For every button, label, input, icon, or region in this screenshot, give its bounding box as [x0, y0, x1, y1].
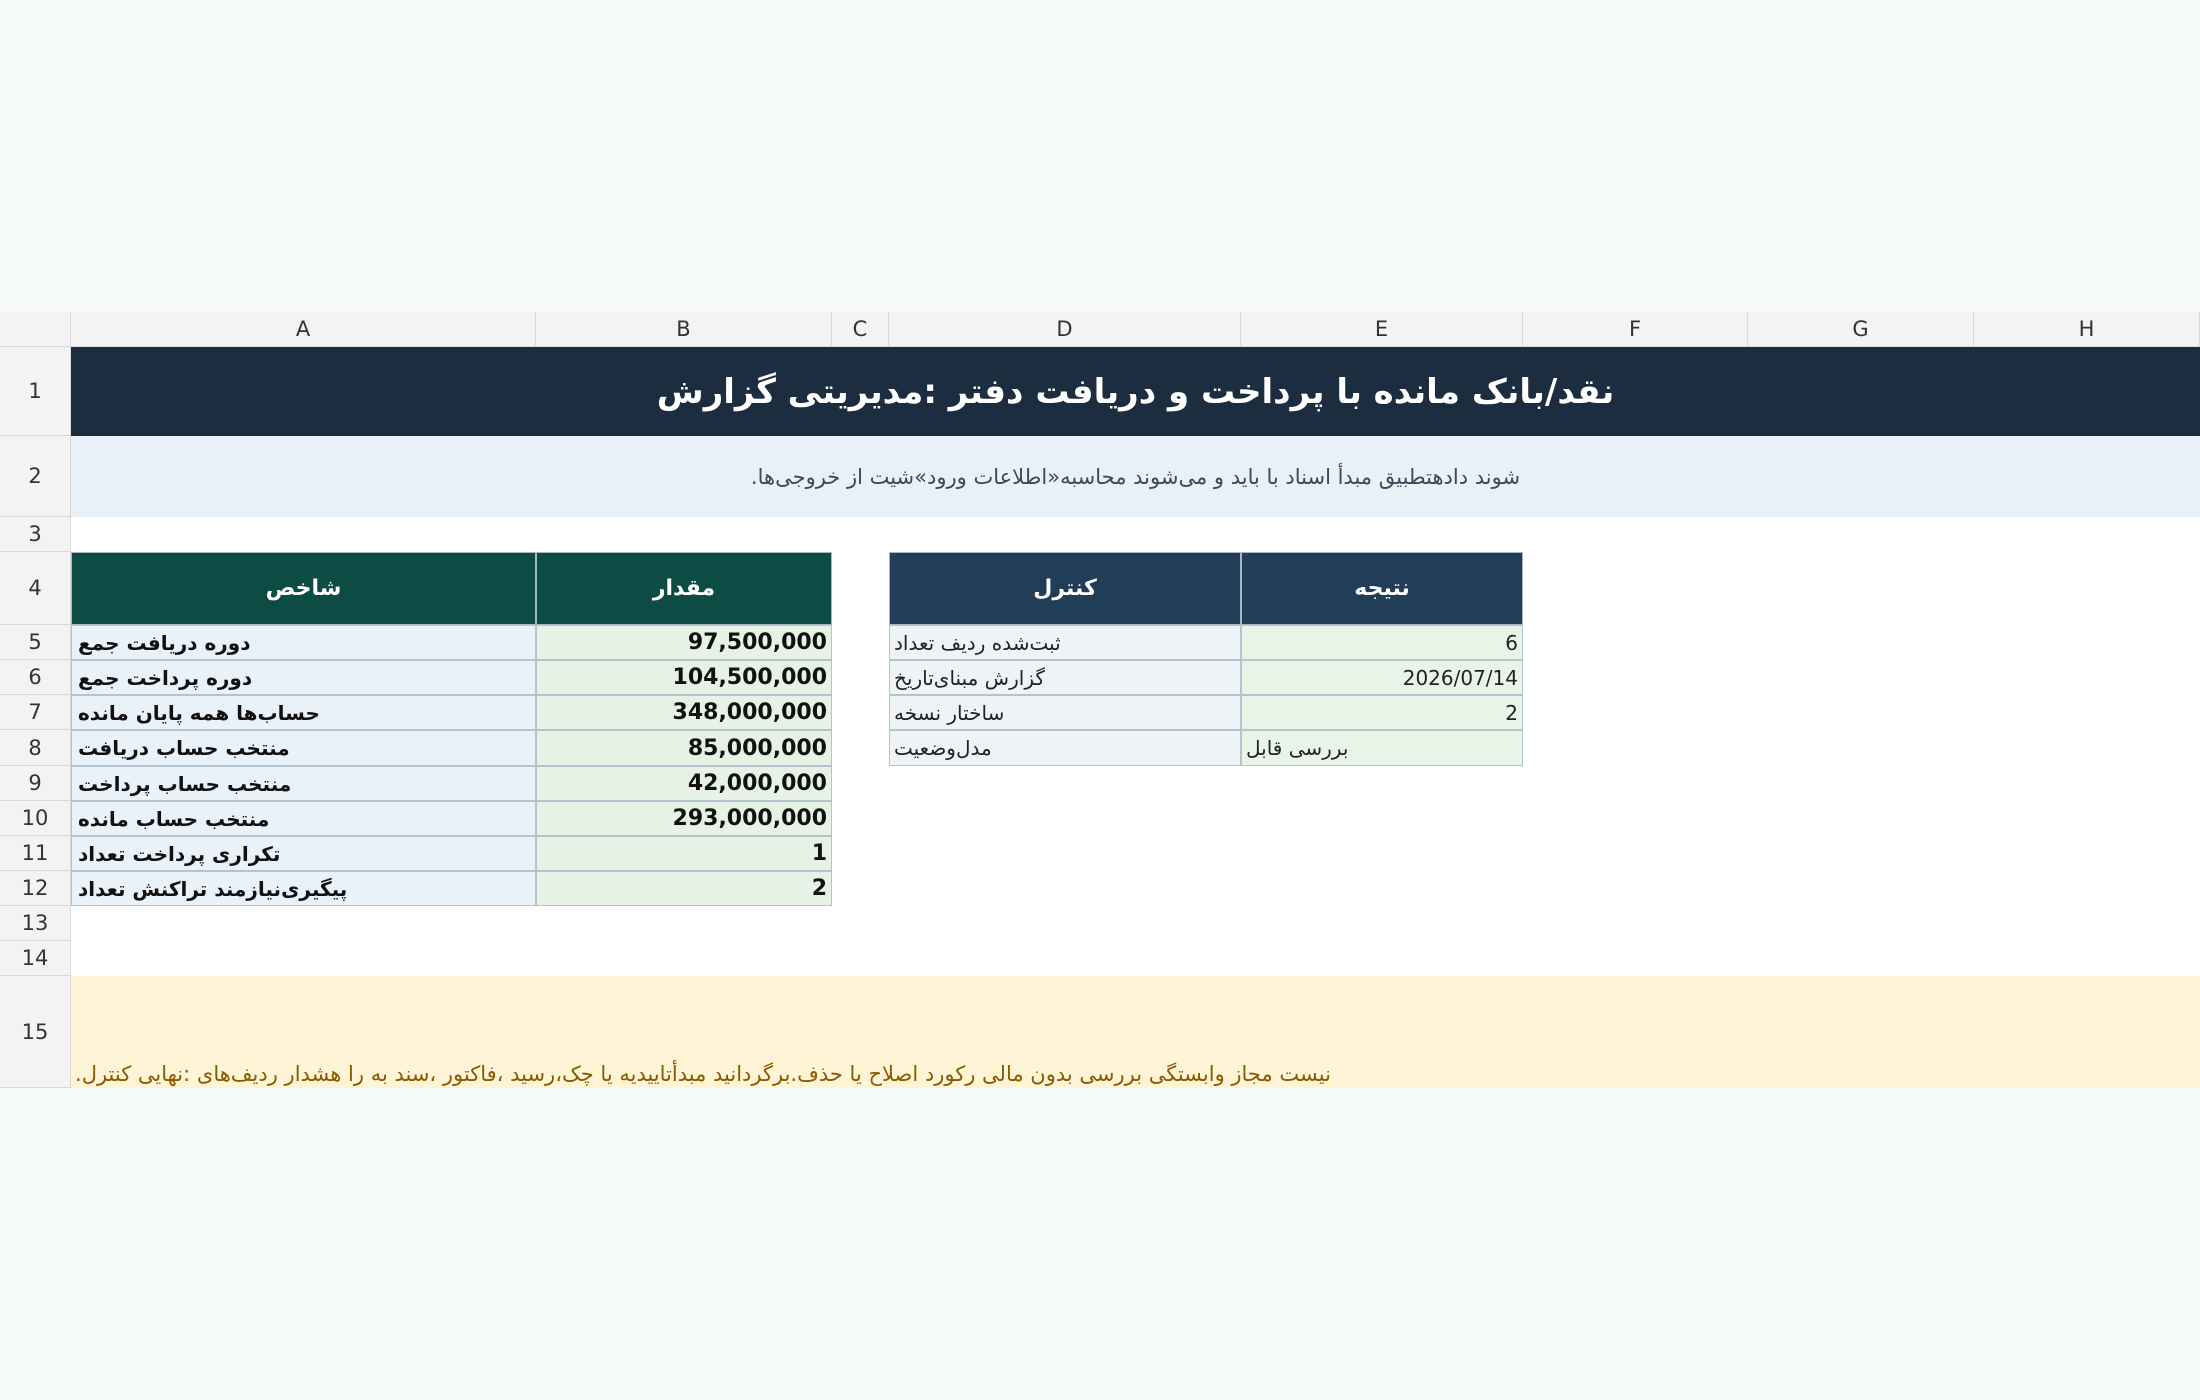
row-header-4[interactable]: 4 [0, 552, 71, 625]
kpi-label-total-receipts[interactable]: دوره دریافت جمع [71, 625, 536, 660]
kpi-label-selected-receipts[interactable]: منتخب حساب دریافت [71, 730, 536, 766]
control-label-row-count[interactable]: ثبت‌شده ردیف تعداد [889, 625, 1241, 660]
report-title: نقد/بانک مانده با پرداخت و دریافت دفتر :مدیریتی گزارش [71, 347, 2200, 436]
control-label-model-status[interactable]: مدل‌وضعیت [889, 730, 1241, 766]
kpi-value-followup-transactions[interactable]: 2 [536, 871, 832, 906]
control-value-structure-version[interactable]: 2 [1241, 695, 1523, 730]
row-header-1[interactable]: 1 [0, 347, 71, 436]
row-header-9[interactable]: 9 [0, 766, 71, 801]
kpi-value-duplicate-payments[interactable]: 1 [536, 836, 832, 871]
row-header-3[interactable]: 3 [0, 517, 71, 552]
final-control-note: .نیست مجاز وابستگی بررسی بدون مالی رکورد اصلاح یا حذف.برگردانید مبدأتاییدیه یا چک،رسید ،فاکتور ،سند به را هشدار ردیف‌های :نهایی کنترل [71, 976, 2200, 1088]
column-header-f[interactable]: F [1523, 312, 1748, 347]
control-header-control: کنترل [889, 552, 1241, 625]
kpi-header-indicator: شاخص [71, 552, 536, 625]
kpi-label-selected-payments[interactable]: منتخب حساب پرداخت [71, 766, 536, 801]
row-header-5[interactable]: 5 [0, 625, 71, 660]
select-all-corner[interactable] [0, 312, 71, 347]
row-header-8[interactable]: 8 [0, 730, 71, 766]
column-header-e[interactable]: E [1241, 312, 1523, 347]
column-header-a[interactable]: A [71, 312, 536, 347]
row-header-12[interactable]: 12 [0, 871, 71, 906]
control-value-model-status[interactable]: بررسی قابل [1241, 730, 1523, 766]
row-header-13[interactable]: 13 [0, 906, 71, 941]
kpi-value-selected-payments[interactable]: 42,000,000 [536, 766, 832, 801]
control-label-report-date[interactable]: گزارش مبنای‌تاریخ [889, 660, 1241, 695]
kpi-label-duplicate-payments[interactable]: تکراری پرداخت تعداد [71, 836, 536, 871]
control-value-row-count[interactable]: 6 [1241, 625, 1523, 660]
kpi-label-followup-transactions[interactable]: پیگیری‌نیازمند تراکنش تعداد [71, 871, 536, 906]
column-header-h[interactable]: H [1974, 312, 2200, 347]
column-header-g[interactable]: G [1748, 312, 1974, 347]
spreadsheet-grid [0, 312, 2200, 1088]
kpi-label-total-payments[interactable]: دوره پرداخت جمع [71, 660, 536, 695]
control-value-report-date[interactable]: 2026/07/14 [1241, 660, 1523, 695]
kpi-value-total-payments[interactable]: 104,500,000 [536, 660, 832, 695]
column-header-d[interactable]: D [889, 312, 1241, 347]
row-header-2[interactable]: 2 [0, 436, 71, 517]
column-header-b[interactable]: B [536, 312, 832, 347]
row-header-14[interactable]: 14 [0, 941, 71, 976]
row-header-7[interactable]: 7 [0, 695, 71, 730]
kpi-label-ending-balance-all[interactable]: حساب‌ها همه پایان مانده [71, 695, 536, 730]
column-header-c[interactable]: C [832, 312, 889, 347]
kpi-value-total-receipts[interactable]: 97,500,000 [536, 625, 832, 660]
report-subtitle: .شوند دادهتطبیق مبدأ اسناد با باید و می‌شوند محاسبه«اطلاعات ورود»شیت از خروجی‌ها [71, 436, 2200, 517]
row-header-6[interactable]: 6 [0, 660, 71, 695]
kpi-value-selected-receipts[interactable]: 85,000,000 [536, 730, 832, 766]
control-label-structure-version[interactable]: ساختار نسخه [889, 695, 1241, 730]
kpi-value-ending-balance-all[interactable]: 348,000,000 [536, 695, 832, 730]
control-header-result: نتیجه [1241, 552, 1523, 625]
row-header-10[interactable]: 10 [0, 801, 71, 836]
row-header-15[interactable]: 15 [0, 976, 71, 1088]
kpi-label-selected-balance[interactable]: منتخب حساب مانده [71, 801, 536, 836]
kpi-header-value: مقدار [536, 552, 832, 625]
kpi-value-selected-balance[interactable]: 293,000,000 [536, 801, 832, 836]
row-header-11[interactable]: 11 [0, 836, 71, 871]
